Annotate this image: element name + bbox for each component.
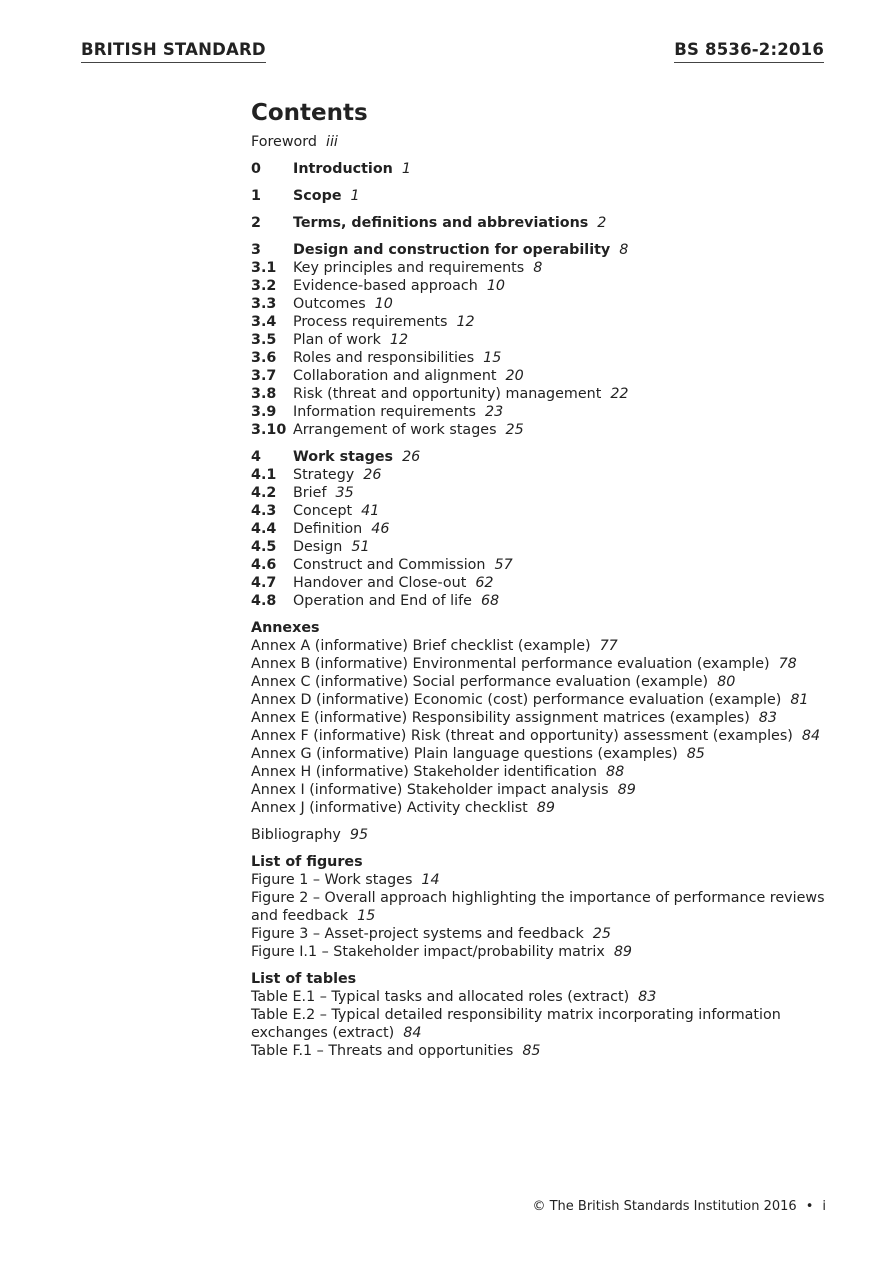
toc-subclause-label: Construct and Commission [293, 557, 486, 573]
toc-page-number: 89 [613, 944, 633, 960]
toc-page-number: 51 [351, 539, 370, 555]
page-footer [532, 1199, 826, 1215]
toc-subclause-number: 4.2 [251, 485, 277, 501]
toc-subclause-4-3[interactable] [251, 502, 831, 520]
toc-subclause-label: Process requirements [293, 314, 448, 330]
toc-page-number: 81 [790, 692, 809, 708]
toc-subclause-label: Concept [293, 503, 353, 519]
toc-annex-c[interactable] [251, 673, 831, 691]
toc-subclause-3-10[interactable] [251, 421, 831, 439]
toc-page-number: 84 [801, 728, 821, 744]
toc-subclause-number: 4.6 [251, 557, 277, 573]
toc-subclause-label: Outcomes [293, 296, 366, 312]
toc-subclause-number: 3.7 [251, 368, 277, 384]
toc-page-number: 85 [522, 1043, 541, 1059]
toc-page-number: 22 [610, 386, 629, 402]
toc-page-number: 57 [494, 557, 513, 573]
toc-annex-j[interactable] [251, 799, 831, 817]
toc-page-number: 1 [401, 161, 411, 177]
header-standard-label: BRITISH STANDARD [81, 40, 266, 63]
toc-annex-label: Annex B (informative) Environmental performance evaluation (example) [251, 656, 770, 672]
toc-page-number: 12 [456, 314, 475, 330]
toc-subclause-3-5[interactable] [251, 331, 831, 349]
toc-page-number: 14 [421, 872, 440, 888]
toc-subclause-number: 3.4 [251, 314, 277, 330]
toc-annex-d[interactable] [251, 691, 831, 709]
toc-entry-foreword[interactable] [251, 133, 831, 151]
toc-page-number: 26 [402, 449, 421, 465]
toc-subclause-4-8[interactable] [251, 592, 831, 610]
page-title: Contents [251, 100, 368, 126]
toc-clause-number: 1 [251, 188, 261, 204]
toc-page-number: 10 [486, 278, 506, 294]
toc-annex-g[interactable] [251, 745, 831, 763]
toc-subclause-number: 3.9 [251, 404, 277, 420]
toc-page-number: 35 [335, 485, 354, 501]
toc-clause-number: 4 [251, 449, 261, 465]
toc-subclause-3-9[interactable] [251, 403, 831, 421]
toc-subclause-label: Strategy [293, 467, 355, 483]
toc-subclause-number: 4.7 [251, 575, 277, 591]
toc-page-number: 10 [374, 296, 393, 312]
bullet-separator: • [805, 1199, 814, 1214]
toc-clause-number: 2 [251, 215, 261, 231]
toc-subclause-number: 3.6 [251, 350, 277, 366]
toc-subclause-label: Brief [293, 485, 327, 501]
toc-page-number: 8 [619, 242, 629, 258]
tables-heading: List of tables [251, 971, 357, 987]
toc-subclause-number: 4.4 [251, 521, 277, 537]
footer-page-number: i [822, 1199, 826, 1214]
toc-clause-number: 0 [251, 161, 261, 177]
toc-annex-label: Annex E (informative) Responsibility assignment matrices (examples) [251, 710, 750, 726]
toc-figure-label: Figure I.1 – Stakeholder impact/probability matrix [251, 944, 605, 960]
toc-annex-b[interactable] [251, 655, 831, 673]
toc-subclause-label: Design [293, 539, 343, 555]
toc-subclause-3-7[interactable] [251, 367, 831, 385]
toc-subclause-number: 3.10 [251, 422, 287, 438]
toc-subclause-4-6[interactable] [251, 556, 831, 574]
toc-page-number: 41 [361, 503, 380, 519]
toc-table-label: Table E.2 – Typical detailed responsibility matrix incorporating information exchanges (extract) [251, 1007, 781, 1041]
toc-clause-3[interactable] [251, 241, 831, 259]
toc-subclause-number: 3.5 [251, 332, 277, 348]
toc-table-e1[interactable] [251, 988, 831, 1006]
toc-subclause-4-2[interactable] [251, 484, 831, 502]
toc-subclause-3-8[interactable] [251, 385, 831, 403]
toc-page-number: 83 [758, 710, 777, 726]
toc-subclause-number: 3.2 [251, 278, 277, 294]
toc-page-number: 25 [505, 422, 524, 438]
toc-page-number: 20 [505, 368, 524, 384]
toc-annex-label: Annex F (informative) Risk (threat and opportunity) assessment (examples) [251, 728, 793, 744]
toc-page-number: 77 [599, 638, 618, 654]
toc-subclause-3-4[interactable] [251, 313, 831, 331]
toc-table-e2[interactable] [251, 1006, 831, 1042]
toc-page-number: 88 [606, 764, 625, 780]
toc-subclause-3-1[interactable] [251, 259, 831, 277]
toc-annex-label: Annex I (informative) Stakeholder impact analysis [251, 782, 609, 798]
toc-page-number: 83 [638, 989, 657, 1005]
toc-subclause-number: 4.8 [251, 593, 277, 609]
toc-page-number: 78 [778, 656, 797, 672]
toc-entry-label: Bibliography [251, 827, 341, 843]
toc-subclause-number: 4.1 [251, 467, 277, 483]
toc-subclause-4-4[interactable] [251, 520, 831, 538]
toc-clause-label: Introduction [293, 161, 393, 177]
annexes-heading: Annexes [251, 620, 320, 636]
toc-annex-label: Annex H (informative) Stakeholder identification [251, 764, 597, 780]
toc-figure-label: Figure 3 – Asset-project systems and feedback [251, 926, 584, 942]
toc-table-label: Table F.1 – Threats and opportunities [251, 1043, 514, 1059]
toc-page-number: 80 [717, 674, 736, 690]
toc-page-number: iii [325, 134, 338, 150]
toc-page-number: 1 [350, 188, 360, 204]
toc-annex-label: Annex D (informative) Economic (cost) performance evaluation (example) [251, 692, 782, 708]
toc-figure-i1[interactable] [251, 943, 831, 961]
toc-subclause-3-2[interactable] [251, 277, 831, 295]
copyright-notice: © The British Standards Institution 2016 [532, 1199, 797, 1214]
toc-page-number: 12 [389, 332, 409, 348]
table-of-contents [251, 98, 831, 1060]
toc-page-number: 68 [480, 593, 500, 609]
toc-page-number: 2 [597, 215, 607, 231]
toc-figure-label: Figure 1 – Work stages [251, 872, 413, 888]
toc-subclause-number: 4.3 [251, 503, 277, 519]
toc-subclause-label: Roles and responsibilities [293, 350, 475, 366]
toc-page-number: 84 [403, 1025, 422, 1041]
toc-subclause-number: 3.8 [251, 386, 277, 402]
toc-clause-4[interactable] [251, 448, 831, 466]
toc-annex-a[interactable] [251, 637, 831, 655]
toc-page-number: 62 [475, 575, 494, 591]
toc-page-number: 8 [533, 260, 543, 276]
toc-figure-label: Figure 2 – Overall approach highlighting the importance of performance reviews and feedback [251, 890, 825, 924]
toc-table-label: Table E.1 – Typical tasks and allocated roles (extract) [251, 989, 630, 1005]
toc-clause-0[interactable] [251, 160, 831, 178]
toc-clause-2[interactable] [251, 214, 831, 232]
toc-annex-label: Annex C (informative) Social performance evaluation (example) [251, 674, 709, 690]
toc-subclause-label: Key principles and requirements [293, 260, 525, 276]
toc-figure-1[interactable] [251, 871, 831, 889]
toc-figure-3[interactable] [251, 925, 831, 943]
toc-page-number: 26 [363, 467, 382, 483]
toc-page-number: 89 [536, 800, 555, 816]
toc-subclause-label: Plan of work [293, 332, 381, 348]
toc-subclause-label: Information requirements [293, 404, 476, 420]
toc-clause-number: 3 [251, 242, 261, 258]
toc-page-number: 15 [483, 350, 502, 366]
toc-clause-label: Terms, definitions and abbreviations [293, 215, 589, 231]
toc-subclause-3-3[interactable] [251, 295, 831, 313]
toc-page-number: 23 [484, 404, 504, 420]
toc-page-number: 95 [349, 827, 369, 843]
toc-annex-h[interactable] [251, 763, 831, 781]
toc-figure-2[interactable] [251, 889, 831, 925]
toc-subclause-label: Evidence-based approach [293, 278, 478, 294]
toc-subclause-label: Definition [293, 521, 363, 537]
toc-subclause-number: 3.3 [251, 296, 277, 312]
toc-clause-label: Design and construction for operability [293, 242, 611, 258]
toc-subclause-label: Arrangement of work stages [293, 422, 497, 438]
toc-clause-label: Work stages [293, 449, 394, 465]
toc-subclause-4-7[interactable] [251, 574, 831, 592]
figures-heading: List of figures [251, 854, 363, 870]
toc-clause-1[interactable] [251, 187, 831, 205]
toc-page-number: 15 [357, 908, 376, 924]
toc-entry-bibliography[interactable] [251, 826, 831, 844]
toc-table-f1[interactable] [251, 1042, 831, 1060]
toc-subclause-4-1[interactable] [251, 466, 831, 484]
toc-subclause-number: 4.5 [251, 539, 277, 555]
toc-subclause-label: Risk (threat and opportunity) management [293, 386, 602, 402]
header-standard-number: BS 8536-2:2016 [674, 40, 824, 63]
toc-annex-e[interactable] [251, 709, 831, 727]
toc-page-number: 85 [686, 746, 705, 762]
toc-subclause-label: Handover and Close-out [293, 575, 467, 591]
toc-subclause-label: Collaboration and alignment [293, 368, 497, 384]
toc-clause-label: Scope [293, 188, 342, 204]
toc-entry-label: Foreword [251, 134, 317, 150]
toc-subclause-3-6[interactable] [251, 349, 831, 367]
toc-annex-label: Annex J (informative) Activity checklist [251, 800, 528, 816]
toc-page-number: 89 [617, 782, 636, 798]
toc-subclause-number: 3.1 [251, 260, 277, 276]
toc-subclause-label: Operation and End of life [293, 593, 472, 609]
toc-annex-label: Annex G (informative) Plain language questions (examples) [251, 746, 678, 762]
toc-page-number: 25 [592, 926, 611, 942]
toc-annex-f[interactable] [251, 727, 831, 745]
toc-subclause-4-5[interactable] [251, 538, 831, 556]
toc-annex-label: Annex A (informative) Brief checklist (example) [251, 638, 591, 654]
toc-annex-i[interactable] [251, 781, 831, 799]
toc-page-number: 46 [371, 521, 390, 537]
